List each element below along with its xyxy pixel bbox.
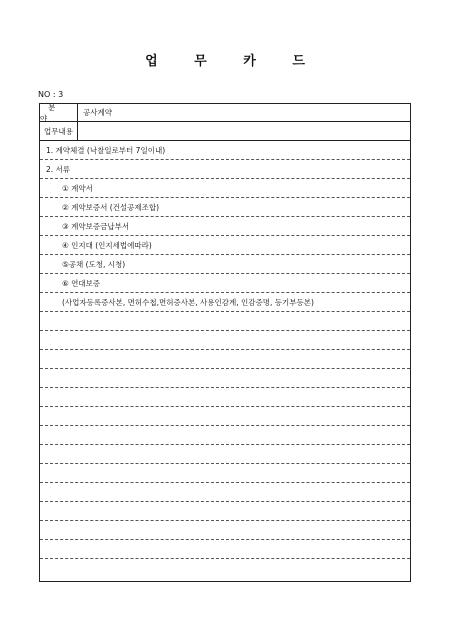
field-value: 공사계약 — [83, 108, 112, 117]
document-title: 업 무 카 드 — [145, 54, 321, 69]
content-line — [40, 540, 410, 559]
content-line — [40, 217, 410, 236]
task-card-table — [39, 103, 411, 582]
content-line — [40, 312, 410, 331]
content-line — [40, 521, 410, 540]
content-line — [40, 369, 410, 388]
content-line — [40, 274, 410, 293]
task-row — [40, 122, 410, 141]
content-line-text: (사업자등록증사본, 면허수첩,면허증사본, 사용인감계, 인감증명, 등기부등본) — [62, 297, 314, 307]
content-line — [40, 331, 410, 350]
content-line — [40, 236, 410, 255]
content-line-text: ③ 계약보증금납부서 — [62, 221, 130, 231]
task-label: 업무내용 — [40, 122, 78, 140]
content-line-text: ⑥ 연대보증 — [62, 278, 101, 288]
content-line-text: 1. 계약체결 (낙찰일로부터 7일이내) — [46, 145, 166, 155]
content-line — [40, 464, 410, 483]
content-line — [40, 350, 410, 369]
content-line — [40, 559, 410, 578]
content-line-text: ② 계약보증서 (건설공제조합) — [62, 202, 160, 212]
content-line — [40, 407, 410, 426]
content-line — [40, 141, 410, 160]
content-line-text: ⑤공채 (도청, 시청) — [62, 259, 126, 269]
content-line — [40, 426, 410, 445]
content-line-text: ① 계약서 — [62, 183, 93, 193]
content-line-text: ④ 인지대 (인지세법에따라) — [62, 240, 152, 250]
content-line — [40, 293, 410, 312]
content-line — [40, 160, 410, 179]
content-line — [40, 255, 410, 274]
document-number: NO : 3 — [38, 90, 64, 99]
content-line — [40, 388, 410, 407]
field-row — [40, 104, 410, 122]
field-label: 분 야 — [40, 104, 78, 121]
content-line — [40, 445, 410, 464]
content-line-text: 2. 서류 — [46, 164, 71, 174]
content-line — [40, 179, 410, 198]
content-line — [40, 198, 410, 217]
content-line — [40, 483, 410, 502]
content-line — [40, 502, 410, 521]
